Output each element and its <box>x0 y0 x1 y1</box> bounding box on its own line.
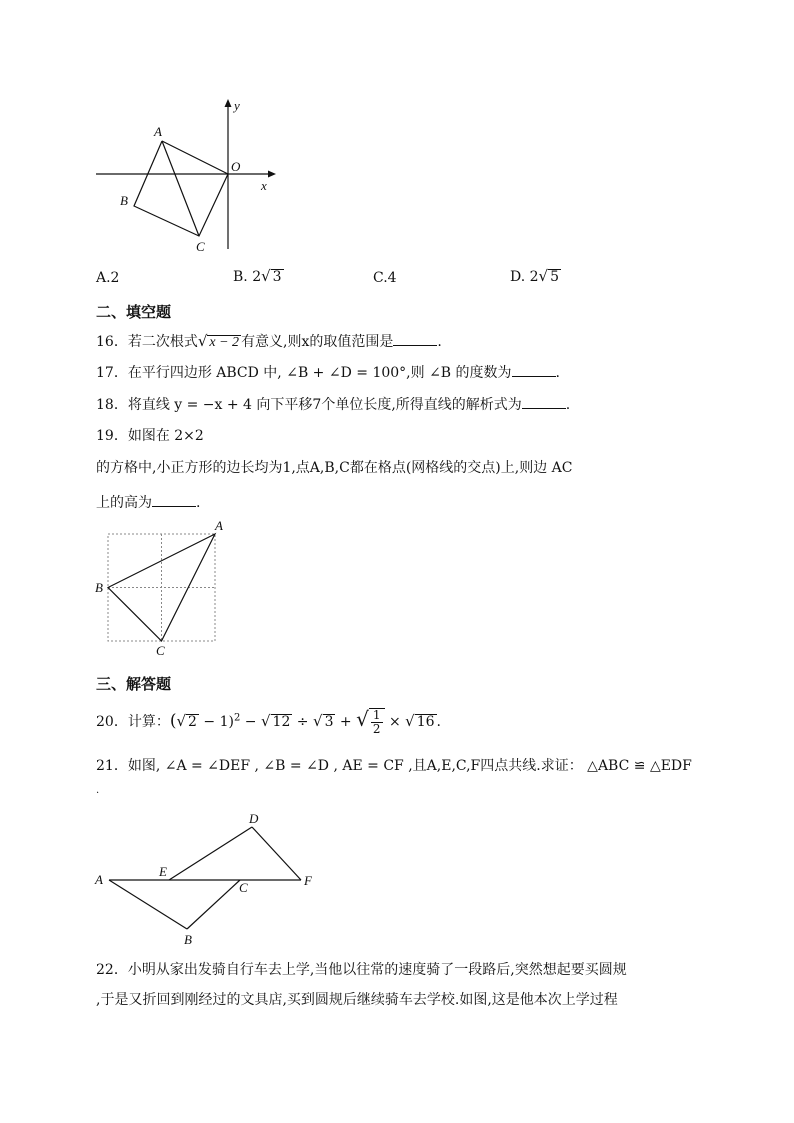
question-16: 16．若二次根式√ x − 2 有意义,则x的取值范围是 . <box>96 332 442 350</box>
q15-figure <box>90 95 290 260</box>
section-fill-blank-title: 二、填空题 <box>96 303 172 321</box>
label-e: E <box>159 864 167 879</box>
answer-blank <box>512 364 556 377</box>
question-22-line1: 22．小明从家出发骑自行车去上学,当他以往常的速度骑了一段路后,突然想起要买圆规 <box>96 962 627 978</box>
option-a: A.2 <box>96 270 120 286</box>
y-axis-arrow <box>225 99 232 107</box>
question-22-line2: ,于是又折回到刚经过的文具店,买到圆规后继续骑车去学校.如图,这是他本次上学过程 <box>96 992 618 1008</box>
fraction-one-half: $\frac{1}{2}$ <box>369 708 385 736</box>
question-19-line2: 的方格中,小正方形的边长均为1,点A,B,C都在格点(网格线的交点)上,则边 AC <box>96 460 573 476</box>
label-o: O <box>231 159 241 174</box>
option-c: C.4 <box>373 270 397 286</box>
question-21-dot: . <box>96 785 100 796</box>
q19-grid-figure <box>92 515 232 660</box>
segment-bc <box>187 880 240 929</box>
section-answer-title: 三、解答题 <box>96 675 172 693</box>
question-18: 18．将直线 y = −x + 4 向下平移7个单位长度,所得直线的解析式为 . <box>96 397 571 413</box>
segment-ed <box>169 827 252 880</box>
option-b: B. 2√ 3 <box>233 267 282 285</box>
question-21: 21．如图, ∠A = ∠DEF , ∠B = ∠D , AE = CF ,且A,E,C,F四点共线.求证： △ABC ≌ △EDF <box>96 758 692 774</box>
question-20: 20．计算：(√ 2 − 1)$^2$ − √ 12 ÷ √ 3 + √ $\frac{1}{2}$ × √ 16 . <box>96 707 441 737</box>
label-b: B <box>95 580 103 595</box>
answer-blank <box>393 333 437 346</box>
segment-df <box>252 827 301 880</box>
label-b: B <box>120 193 128 208</box>
question-19-line1: 19．如图在 2×2 <box>96 428 204 444</box>
x-axis-arrow <box>268 171 276 178</box>
label-b: B <box>184 932 192 947</box>
label-x: x <box>261 178 267 193</box>
question-19-line3: 上的高为 . <box>96 495 201 511</box>
label-y: y <box>234 98 240 113</box>
label-d: D <box>249 811 259 826</box>
label-c: C <box>239 880 248 895</box>
q21-figure <box>90 808 330 948</box>
label-f: F <box>304 873 312 888</box>
label-a: A <box>215 518 223 533</box>
answer-blank <box>152 494 196 507</box>
label-a: A <box>95 872 103 887</box>
question-17: 17．在平行四边形 ABCD 中, ∠B + ∠D = 100°,则 ∠B 的度数为 . <box>96 365 560 381</box>
answer-blank <box>522 396 566 409</box>
label-a: A <box>154 124 162 139</box>
label-c: C <box>156 643 165 658</box>
option-d: D. 2√ 5 <box>510 267 560 285</box>
segment-ab <box>109 880 187 929</box>
label-c: C <box>196 239 205 254</box>
